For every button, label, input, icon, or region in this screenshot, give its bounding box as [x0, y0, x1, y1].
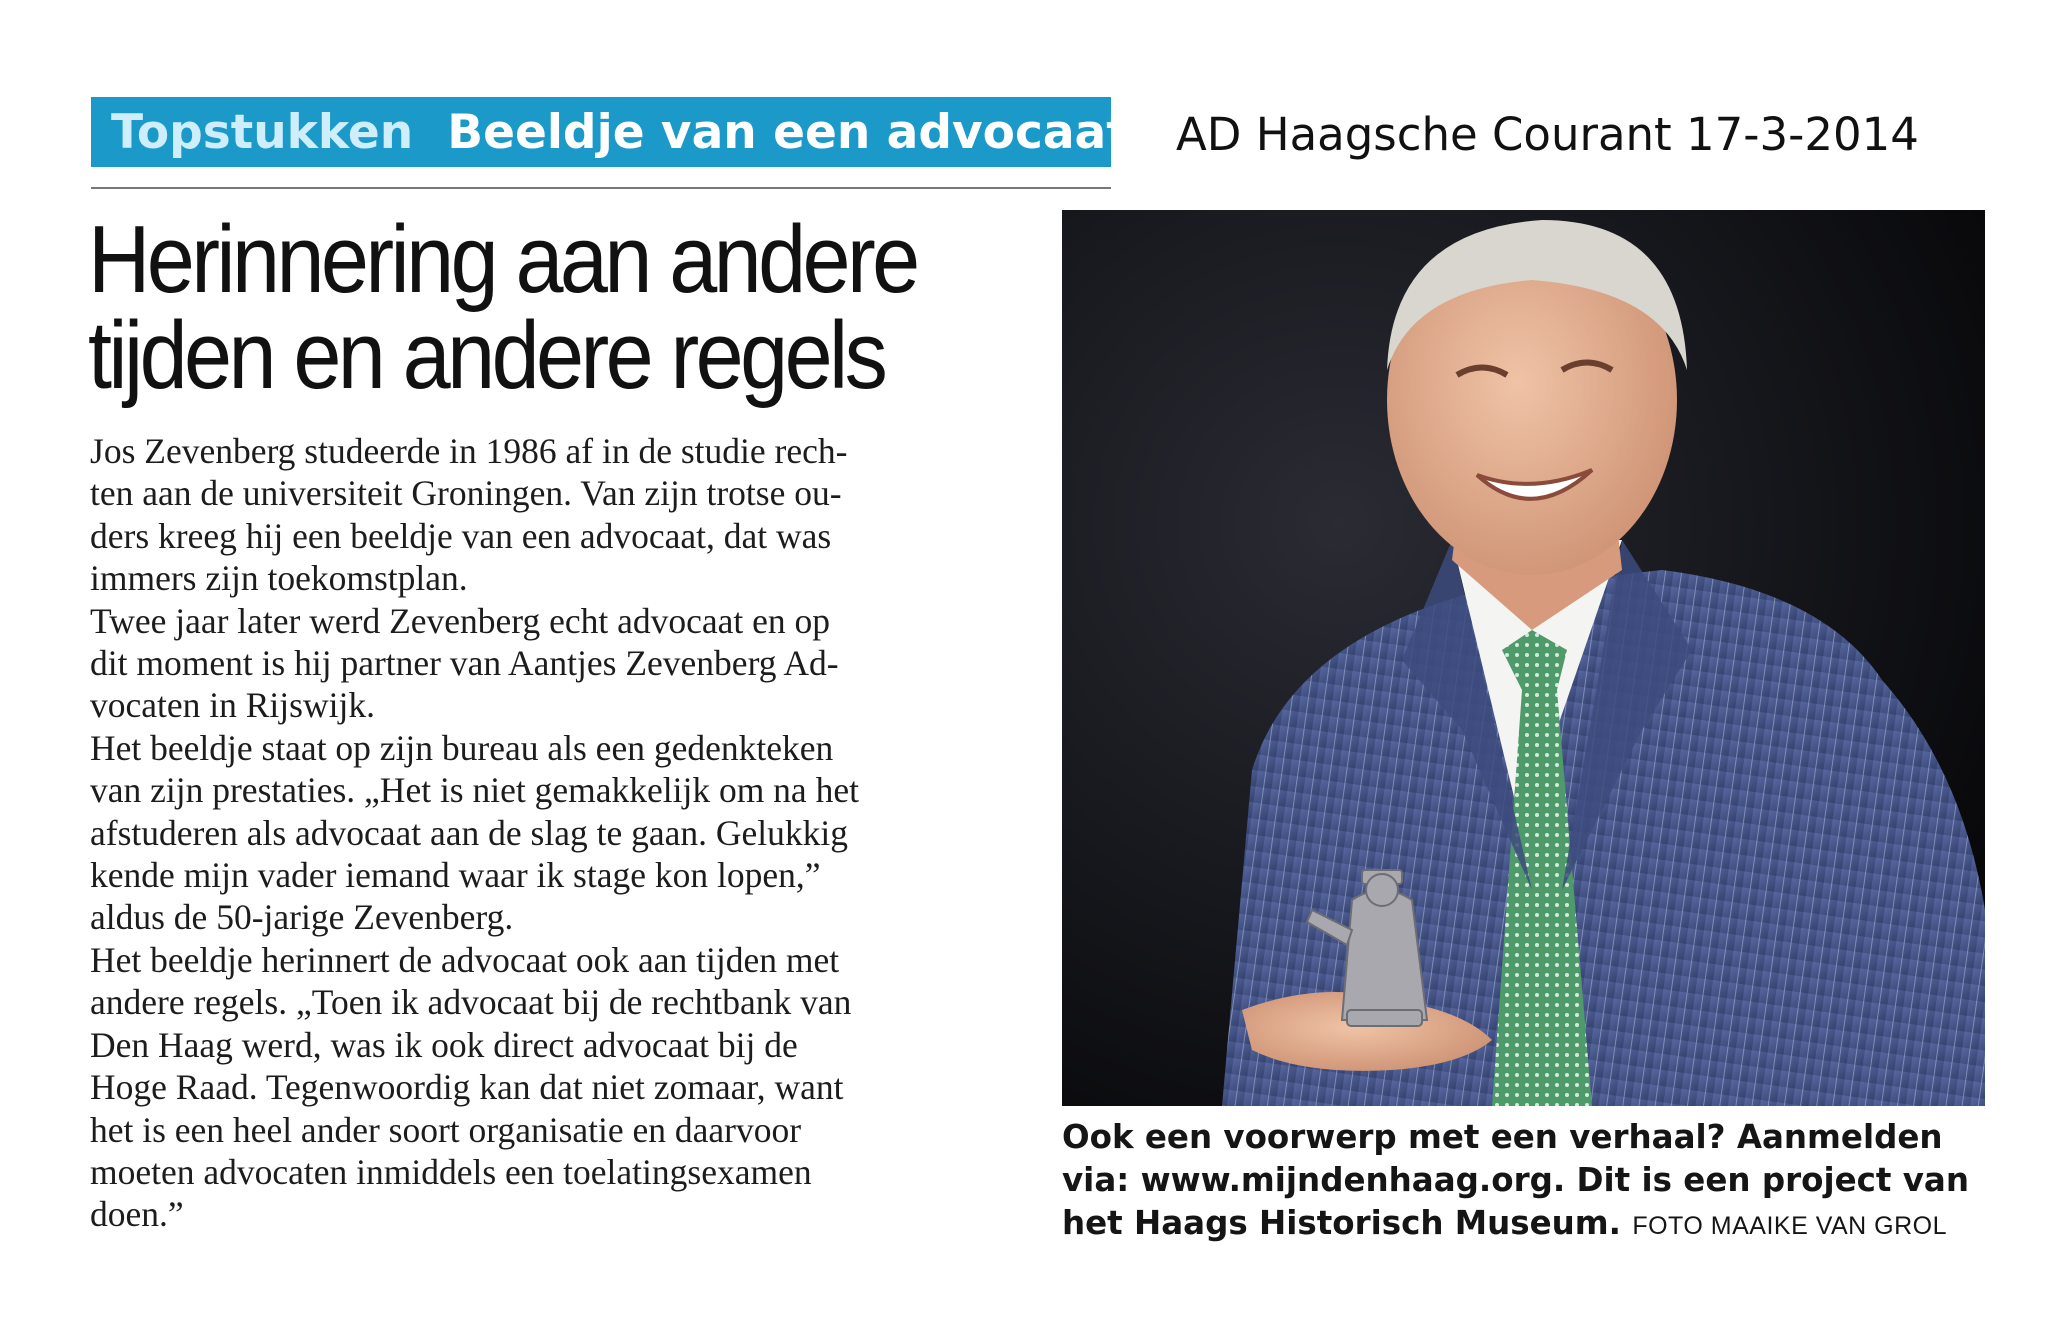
body-line: immers zijn toekomstplan. [90, 558, 468, 599]
header-rule [91, 187, 1111, 189]
body-line: ten aan de universiteit Groningen. Van zijn trotse ou- [90, 473, 842, 514]
body-line: Den Haag werd, was ik ook direct advocaat bij de [90, 1024, 798, 1065]
body-line: Het beeldje staat op zijn bureau als een gedenkteken [90, 727, 834, 768]
section-label: Topstukken [111, 104, 414, 160]
body-line: doen.” [90, 1194, 184, 1235]
body-line: ders kreeg hij een beeldje van een advocaat, dat was [90, 515, 832, 556]
section-kicker [91, 97, 1129, 167]
body-line: dit moment is hij partner van Aantjes Zevenberg Ad- [90, 643, 839, 684]
photo-credit: FOTO MAAIKE VAN GROL [1632, 1212, 1948, 1240]
body-line: van zijn prestaties. „Het is niet gemakkelijk om na het [90, 770, 859, 811]
newspaper-source: AD Haagsche Courant 17-3-2014 [1176, 108, 1919, 161]
portrait-illustration [1062, 210, 1985, 1106]
body-line: het is een heel ander soort organisatie en daarvoor [90, 1109, 802, 1150]
body-line: moeten advocaten inmiddels een toelatingsexamen [90, 1151, 812, 1192]
caption-line: Ook een voorwerp met een verhaal? Aanmelden [1062, 1118, 1943, 1156]
body-line: aldus de 50-jarige Zevenberg. [90, 897, 514, 938]
headline-line: tijden en andere regels [88, 302, 885, 409]
headline-line: Herinnering aan andere [88, 206, 917, 313]
article-body [90, 430, 1020, 1236]
body-line: vocaten in Rijswijk. [90, 685, 375, 726]
caption-line-last [1062, 1202, 1992, 1248]
article-headline [88, 206, 988, 409]
body-line: andere regels. „Toen ik advocaat bij de rechtbank van [90, 982, 852, 1023]
body-line: Twee jaar later werd Zevenberg echt advocaat en op [90, 600, 830, 641]
body-line: afstuderen als advocaat aan de slag te gaan. Gelukkig [90, 812, 848, 853]
caption-text: het Haags Historisch Museum. [1062, 1204, 1622, 1242]
body-line: Het beeldje herinnert de advocaat ook aan tijden met [90, 939, 840, 980]
portrait-photo [1062, 210, 1985, 1106]
photo-caption [1062, 1116, 1992, 1248]
body-line: Hoge Raad. Tegenwoordig kan dat niet zomaar, want [90, 1067, 844, 1108]
topic-label: Beeldje van een advocaat [447, 104, 1129, 160]
caption-line: via: www.mijndenhaag.org. Dit is een project van [1062, 1161, 1970, 1199]
body-line: kende mijn vader iemand waar ik stage kon lopen,” [90, 855, 821, 896]
body-line: Jos Zevenberg studeerde in 1986 af in de studie rech- [90, 431, 848, 471]
